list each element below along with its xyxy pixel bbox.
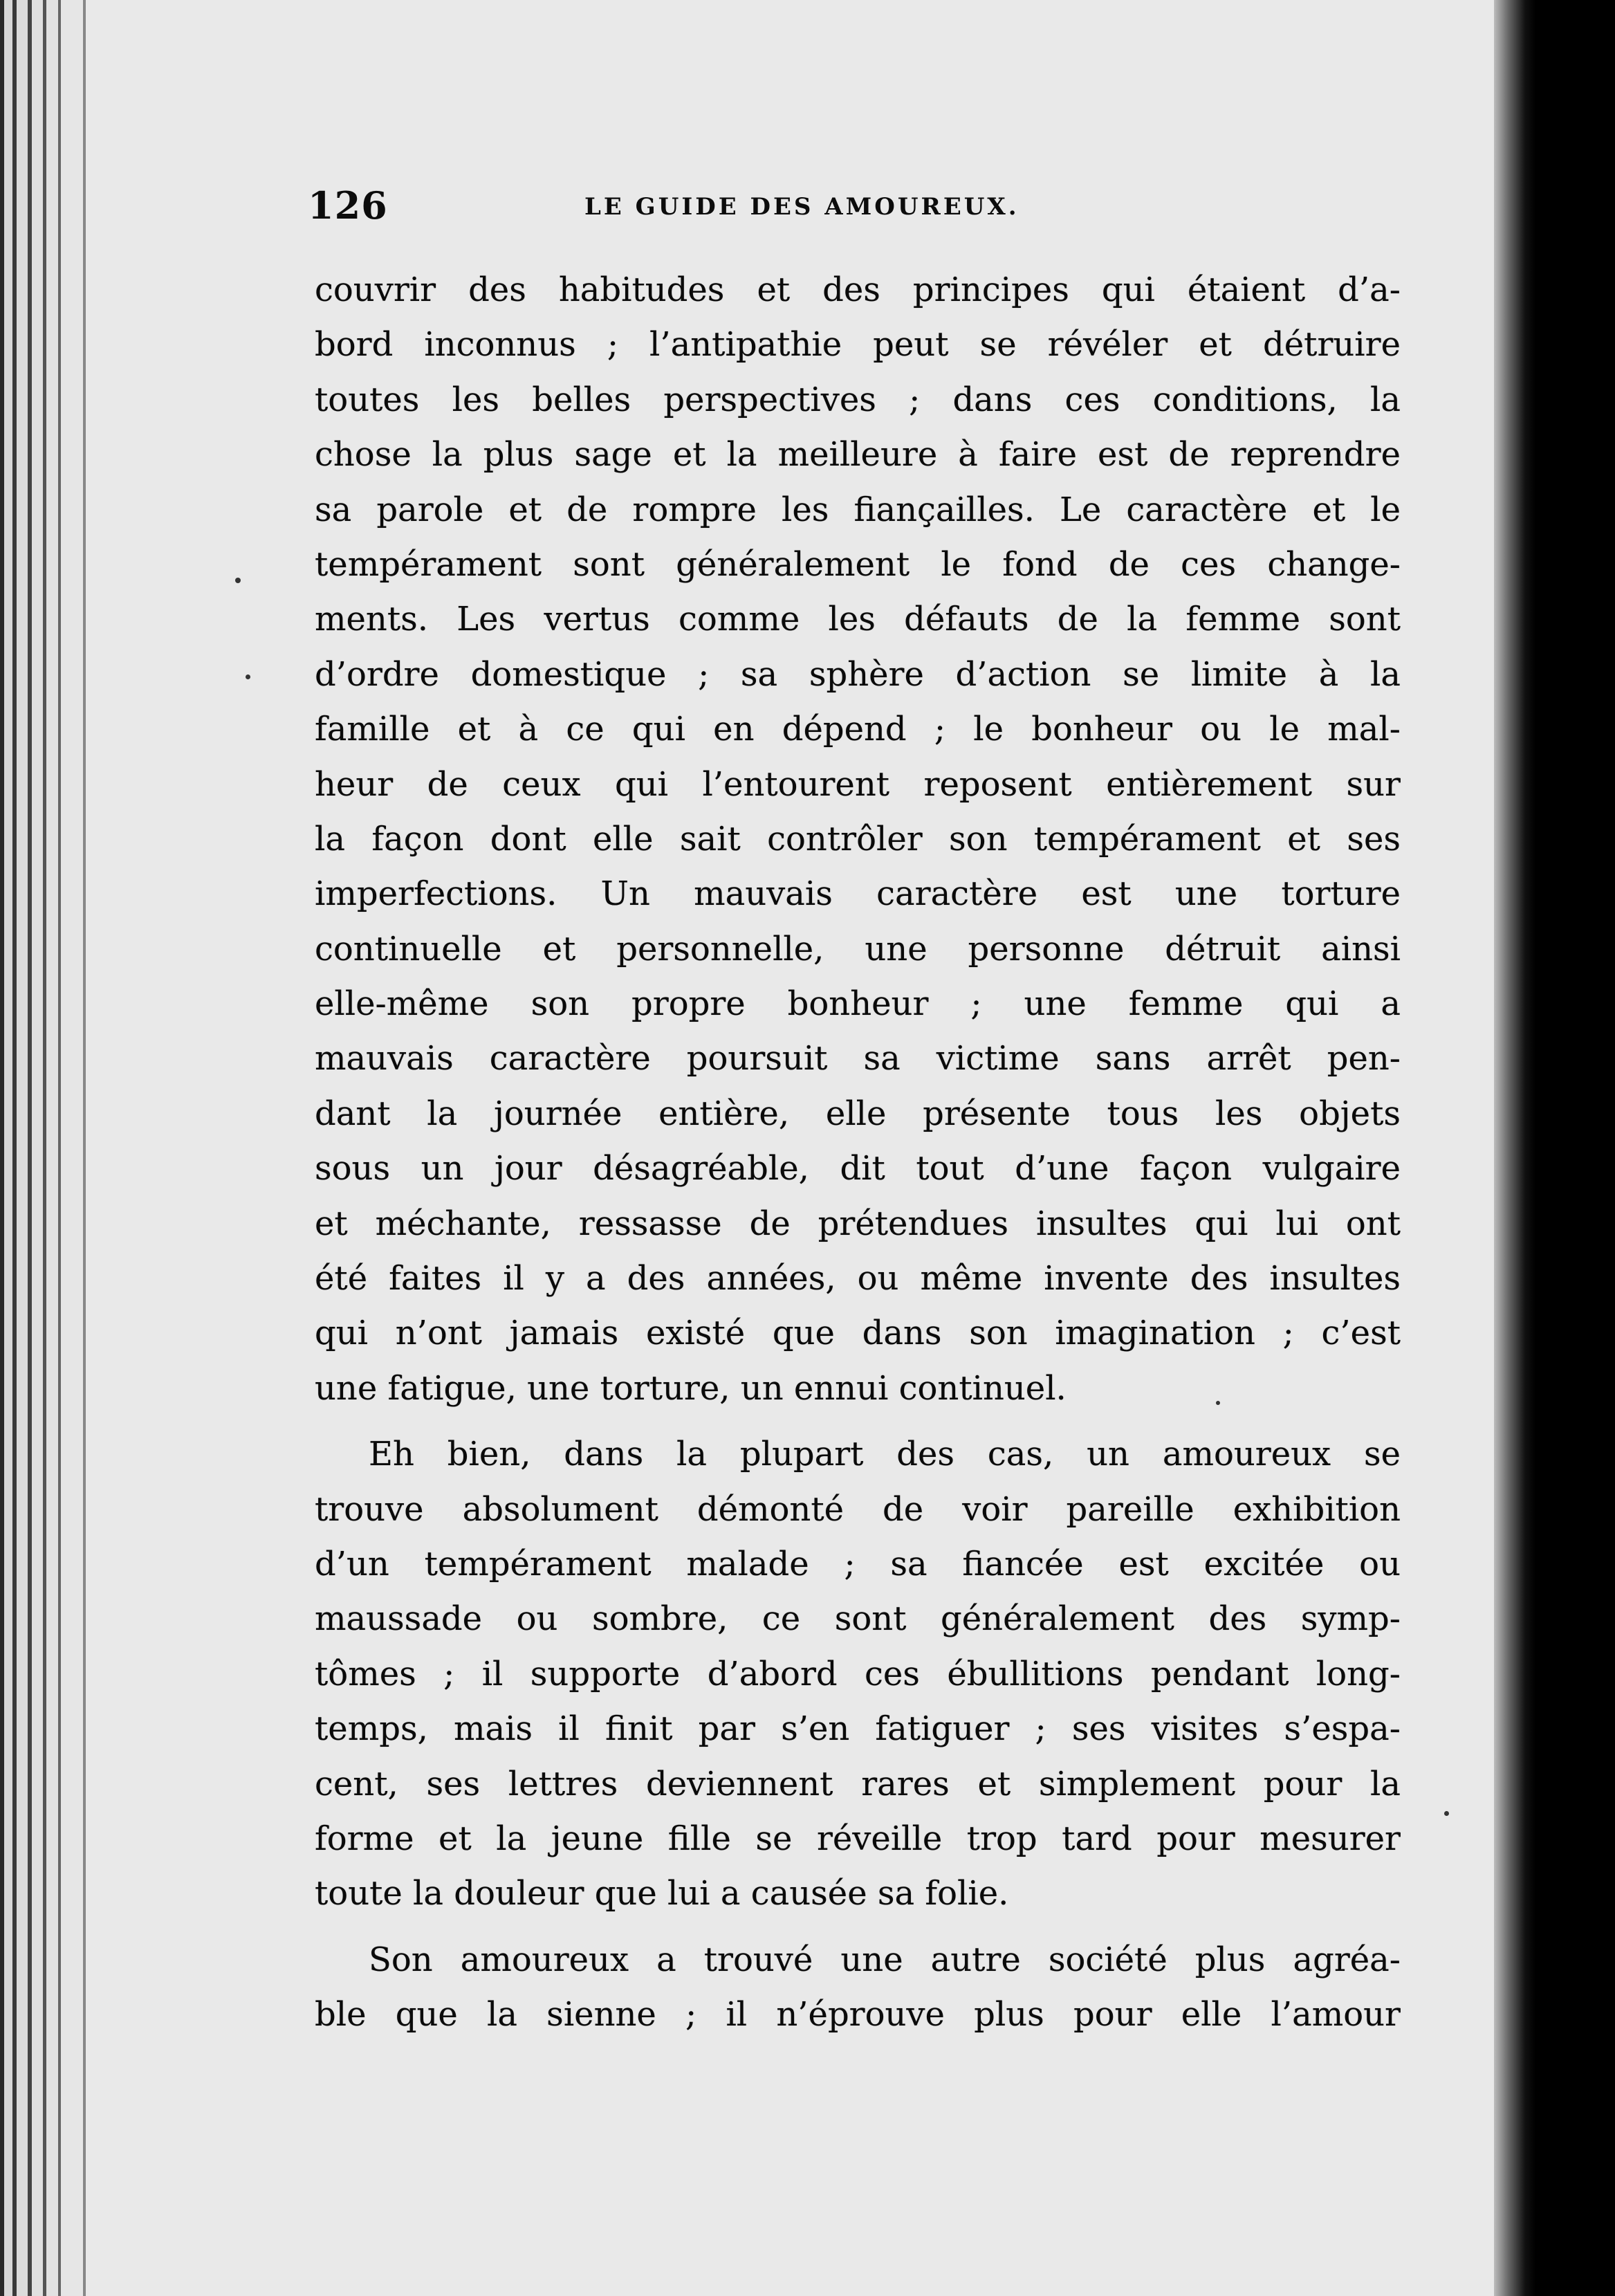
running-title: LE GUIDE DES AMOUREUX. <box>584 193 1019 221</box>
paragraph <box>315 1427 1401 1922</box>
paragraph-gap <box>315 1416 1401 1427</box>
text-line: tempérament sont généralement le fond de ces change- <box>315 544 1401 584</box>
text-line: ble que la sienne ; il n’éprouve plus pour elle l’amour <box>315 1995 1401 2035</box>
text-line: Son amoureux a trouvé une autre société plus agréa- <box>369 1940 1401 1979</box>
text-line: imperfections. Un mauvais caractère est une torture <box>315 874 1401 914</box>
text-line: couvrir des habitudes et des principes qui étaient d’a- <box>315 270 1401 309</box>
text-line: été faites il y a des années, ou même invente des insultes <box>315 1259 1401 1298</box>
text-line: cent, ses lettres deviennent rares et simplement pour la <box>315 1764 1401 1803</box>
text-line: famille et à ce qui en dépend ; le bonheur ou le mal- <box>315 710 1401 749</box>
text-line: d’ordre domestique ; sa sphère d’action se limite à la <box>315 654 1401 694</box>
text-line: tômes ; il supporte d’abord ces ébullitions pendant long- <box>315 1654 1401 1693</box>
scan-speck <box>1444 1811 1449 1816</box>
text-line: maussade ou sombre, ce sont généralement des symp- <box>315 1599 1401 1639</box>
text-line: et méchante, ressasse de prétendues insultes qui lui ont <box>315 1204 1401 1243</box>
text-line: qui n’ont jamais existé que dans son imagination ; c’est <box>315 1314 1401 1353</box>
text-line: elle-même son propre bonheur ; une femme qui a <box>315 984 1401 1024</box>
paragraph <box>315 263 1401 1416</box>
text-line: continuelle et personnelle, une personne détruit ainsi <box>315 929 1401 968</box>
stacked-page-edges <box>0 0 118 2296</box>
text-line: Eh bien, dans la plupart des cas, un amoureux se <box>369 1435 1401 1474</box>
paragraph <box>315 1933 1401 2043</box>
text-line: heur de ceux qui l’entourent reposent entièrement sur <box>315 764 1401 804</box>
text-line: une fatigue, une torture, un ennui continuel. <box>315 1368 1067 1408</box>
text-line: toutes les belles perspectives ; dans ces conditions, la <box>315 380 1401 419</box>
scan-speck <box>246 674 250 679</box>
text-line: temps, mais il finit par s’en fatiguer ; ses visites s’espa- <box>315 1709 1401 1749</box>
text-line: sous un jour désagréable, dit tout d’une façon vulgaire <box>315 1149 1401 1188</box>
text-line: forme et la jeune fille se réveille trop tard pour mesurer <box>315 1819 1401 1858</box>
text-line: la façon dont elle sait contrôler son tempérament et ses <box>315 819 1401 858</box>
text-line: sa parole et de rompre les fiançailles. Le caractère et le <box>315 490 1401 529</box>
text-line: chose la plus sage et la meilleure à faire est de reprendre <box>315 435 1401 475</box>
text-line: bord inconnus ; l’antipathie peut se révéler et détruire <box>315 325 1401 365</box>
text-line: toute la douleur que lui a causée sa folie. <box>315 1874 1009 1913</box>
paragraph-gap <box>315 1922 1401 1933</box>
text-line: d’un tempérament malade ; sa fiancée est excitée ou <box>315 1544 1401 1583</box>
scan-speck <box>1216 1401 1220 1405</box>
page-number: 126 <box>308 183 388 228</box>
body-text <box>315 263 1401 2043</box>
text-line: ments. Les vertus comme les défauts de la femme sont <box>315 600 1401 639</box>
text-line: dant la journée entière, elle présente tous les objets <box>315 1094 1401 1133</box>
binding-shadow <box>1494 0 1615 2296</box>
text-line: trouve absolument démonté de voir pareille exhibition <box>315 1489 1401 1529</box>
page-header <box>308 183 1414 239</box>
text-line: mauvais caractère poursuit sa victime sans arrêt pen- <box>315 1039 1401 1078</box>
scan-speck <box>235 578 241 583</box>
